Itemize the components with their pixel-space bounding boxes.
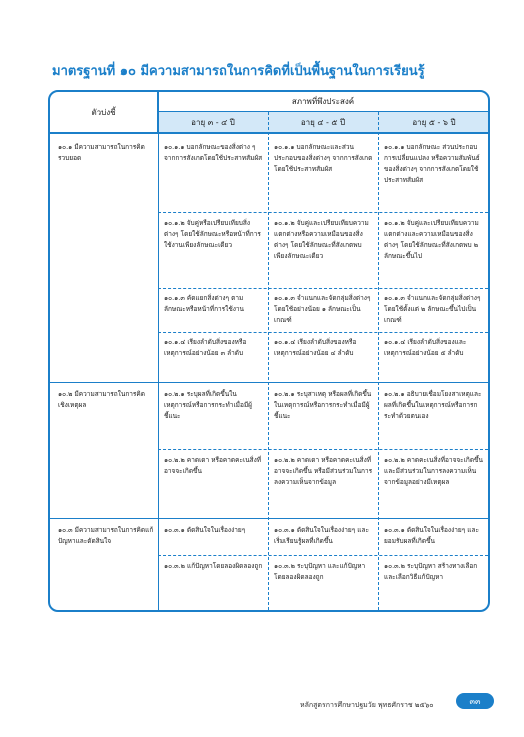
table-cell: ๑๐.๑.๔ เรียงลำดับสิ่งของหรือเหตุการณ์อย่างน้อย ๓ ลำดับ [164, 338, 247, 357]
table-cell: ๑๐.๓.๑ ตัดสินใจในเรื่องง่ายๆ และยอมรับผลที่เกิดขึ้น [384, 526, 479, 545]
table-cell: ๑๐.๑.๓ คัดแยกสิ่งต่างๆ ตามลักษณะหรือหน้าที่การใช้งาน [164, 294, 244, 313]
table-cell: ๑๐.๒.๒ คาดเดา หรือคาดคะเนสิ่งที่อาจจะเกิดขึ้น [164, 456, 262, 475]
group-divider [50, 382, 488, 383]
divider [158, 92, 159, 610]
table-cell: ๑๐.๓.๑ ตัดสินใจในเรื่องง่ายๆ [164, 526, 246, 534]
table-cell: ๑๐.๑.๔ เรียงลำดับสิ่งของหรือเหตุการณ์อย่างน้อย ๔ ลำดับ [274, 338, 357, 357]
row-divider [158, 332, 488, 333]
table-cell: ๑๐.๒.๒ คาดเดา หรือคาดคะเนสิ่งที่อาจจะเกิดขึ้น หรือมีส่วนร่วมในการลงความเห็นจากข้อมูล [274, 456, 373, 486]
table-cell: ๑๐.๑.๒ จับคู่และเปรียบเทียบความแตกต่างหรือความเหมือนของสิ่งต่างๆ โดยใช้ลักษณะที่สังเกตพบเพียงลักษณะเดียว [274, 219, 369, 260]
standards-table [48, 90, 490, 612]
header-age-4-5: อายุ ๔ - ๕ ปี [268, 112, 378, 134]
table-cell: ๑๐.๒.๒ คาดคะเนสิ่งที่อาจจะเกิดขึ้น และมีส่วนร่วมในการลงความเห็นจากข้อมูลอย่างมีเหตุผล [384, 456, 483, 486]
header-age-5-6: อายุ ๕ - ๖ ปี [378, 112, 490, 134]
table-cell: ๑๐.๓.๒ ระบุปัญหา สร้างทางเลือกและเลือกวิธีแก้ปัญหา [384, 562, 478, 581]
header-indicator: ตัวบ่งชี้ [50, 92, 158, 134]
group-divider [50, 518, 488, 519]
table-cell: ๑๐.๑.๑ บอกลักษณะ ส่วนประกอบ การเปลี่ยนแปลง หรือความสัมพันธ์ของสิ่งต่างๆ จากการสังเกตโดยใช้ประสาทสัมผัส [384, 143, 480, 184]
table-cell: ๑๐.๑.๒ จับคู่และเปรียบเทียบความแตกต่างและความเหมือนของสิ่งต่างๆ โดยใช้ลักษณะที่สังเกตพบ ๒ ลักษณะขึ้นไป [384, 219, 479, 260]
table-cell: ๑๐.๑.๑ บอกลักษณะของสิ่งต่าง ๆ จากการสังเกตโดยใช้ประสาทสัมผัส [164, 143, 263, 162]
indicator-10-3: ๑๐.๓ มีความสามารถในการคิดแก้ปัญหาและตัดสินใจ [58, 526, 154, 545]
indicator-10-1: ๑๐.๑ มีความสามารถในการคิดรวบยอด [58, 143, 145, 162]
table-cell: ๑๐.๓.๑ ตัดสินใจในเรื่องง่ายๆ และเริ่มเรียนรู้ผลที่เกิดขึ้น [274, 526, 369, 545]
row-divider [158, 555, 488, 556]
table-cell: ๑๐.๑.๓ จำแนกและจัดกลุ่มสิ่งต่างๆ โดยใช้ตั้งแต่ ๒ ลักษณะขึ้นไปเป็นเกณฑ์ [384, 294, 481, 324]
table-cell: ๑๐.๒.๑ ระบุผลที่เกิดขึ้นในเหตุการณ์หรือการกระทำเมื่อมีผู้ชี้แนะ [164, 390, 252, 420]
divider [268, 112, 269, 610]
table-cell: ๑๐.๓.๒ ระบุปัญหา และแก้ปัญหาโดยลองผิดลองถูก [274, 562, 366, 581]
indicator-10-2: ๑๐.๒ มีความสามารถในการคิดเชิงเหตุผล [58, 390, 145, 409]
page-number: ๓๓ [456, 693, 494, 709]
row-divider [158, 212, 488, 213]
table-cell: ๑๐.๒.๑ ระบุสาเหตุ หรือผลที่เกิดขึ้นในเหตุการณ์หรือการกระทำเมื่อมีผู้ชี้แนะ [274, 390, 372, 420]
divider [378, 112, 379, 610]
table-cell: ๑๐.๒.๑ อธิบายเชื่อมโยงสาเหตุและผลที่เกิดขึ้นในเหตุการณ์หรือการกระทำด้วยตนเอง [384, 390, 482, 420]
header-age-3-4: อายุ ๓ - ๔ ปี [158, 112, 268, 134]
page-title: มาตรฐานที่ ๑๐ มีความสามารถในการคิดที่เป็นพื้นฐานในการเรียนรู้ [52, 64, 425, 79]
table-cell: ๑๐.๑.๔ เรียงลำดับสิ่งของและเหตุการณ์อย่างน้อย ๕ ลำดับ [384, 338, 467, 357]
row-divider [158, 449, 488, 450]
footer-text: หลักสูตรการศึกษาปฐมวัย พุทธศักราช ๒๕๖๐ [300, 701, 434, 709]
row-divider [158, 288, 488, 289]
table-cell: ๑๐.๑.๓ จำแนกและจัดกลุ่มสิ่งต่างๆ โดยใช้อย่างน้อย ๑ ลักษณะเป็นเกณฑ์ [274, 294, 371, 324]
table-cell: ๑๐.๑.๑ บอกลักษณะและส่วนประกอบของสิ่งต่างๆ จากการสังเกตโดยใช้ประสาทสัมผัส [274, 143, 373, 173]
table-cell: ๑๐.๓.๒ แก้ปัญหาโดยลองผิดลองถูก [164, 562, 263, 570]
table-cell: ๑๐.๑.๒ จับคู่หรือเปรียบเทียบสิ่งต่างๆ โดยใช้ลักษณะหรือหน้าที่การใช้งานเพียงลักษณะเดียว [164, 219, 261, 249]
header-desired: สภาพที่พึงประสงค์ [158, 92, 488, 112]
